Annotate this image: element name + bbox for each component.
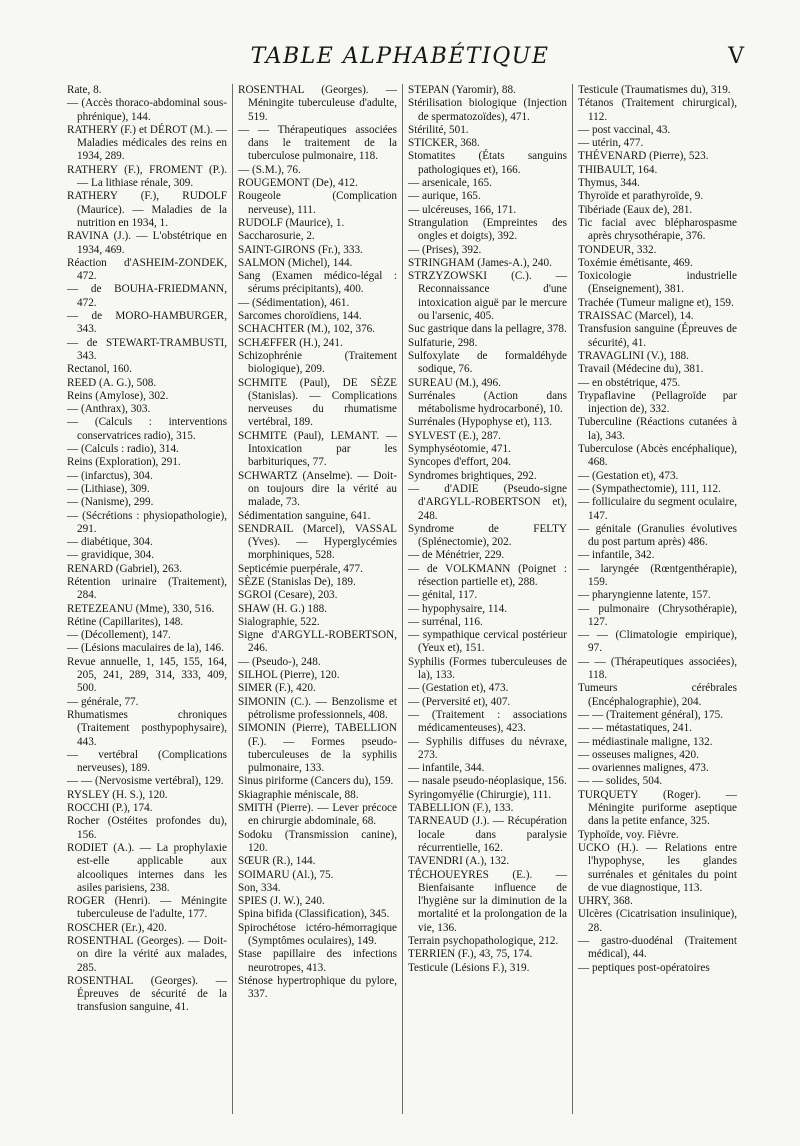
index-entry: — vertébral (Complications nerveuses), 189. bbox=[67, 748, 227, 775]
index-entry: SILHOL (Pierre), 120. bbox=[238, 669, 340, 682]
index-entry: Spina bifida (Classification), 345. bbox=[238, 908, 390, 921]
index-entry: — (Traitement : associations médicamenteuses), 423. bbox=[408, 708, 567, 735]
index-entry: — (Gestation et), 473. bbox=[578, 469, 679, 482]
index-entry: ROSENTHAL (Georges). — Épreuves de sécurité de la transfusion sanguine, 41. bbox=[67, 974, 227, 1014]
index-entry: Testicule (Lésions F.), 319. bbox=[408, 961, 530, 974]
index-entry: Toxémie émétisante, 469. bbox=[578, 256, 693, 269]
index-entry: Sinus piriforme (Cancers du), 159. bbox=[238, 775, 394, 788]
index-entry: Stomatites (États sanguins pathologiques et), 166. bbox=[408, 150, 567, 176]
index-entry: Stérilité, 501. bbox=[408, 123, 469, 136]
index-entry: STICKER, 368. bbox=[408, 137, 480, 150]
index-entry: SCHACHTER (M.), 102, 376. bbox=[238, 323, 376, 336]
index-entry: — sympathique cervical postérieur (Yeux et), 151. bbox=[408, 629, 567, 655]
index-entry: Tic facial avec blépharospasme après chrysothérapie, 376. bbox=[578, 216, 737, 243]
index-entry: — (Lithiase), 309. bbox=[67, 482, 150, 495]
index-entry: RENARD (Gabriel), 263. bbox=[67, 562, 182, 575]
index-columns bbox=[62, 84, 742, 1114]
index-entry: — ovariennes malignes, 473. bbox=[578, 762, 709, 775]
index-entry: — (S.M.), 76. bbox=[238, 163, 301, 176]
index-entry: Sialographie, 522. bbox=[238, 615, 320, 628]
index-entry: Ulcères (Cicatrisation insulinique), 28. bbox=[578, 908, 737, 934]
index-entry: — gastro-duodénal (Traitement médical), 44. bbox=[578, 935, 737, 961]
index-entry: Syringomyélie (Chirurgie), 111. bbox=[408, 788, 552, 801]
index-entry: — diabétique, 304. bbox=[67, 536, 153, 549]
index-entry: — de VOLKMANN (Poignet : résection partielle et), 288. bbox=[408, 562, 567, 588]
index-entry: — hypophysaire, 114. bbox=[408, 602, 508, 615]
index-entry: Reins (Exploration), 291. bbox=[67, 456, 181, 469]
index-entry: — (Accès thoraco-abdominal sous-phrénique), 144. bbox=[67, 97, 227, 123]
index-entry: Rectanol, 160. bbox=[67, 363, 132, 376]
index-entry: — — (Traitement général), 175. bbox=[578, 708, 723, 721]
index-entry: — (Anthrax), 303. bbox=[67, 403, 151, 416]
page-header bbox=[56, 44, 744, 80]
index-entry: RATHERY (F.), RUDOLF (Maurice). — Maladies de la nutrition en 1934, 1. bbox=[67, 190, 227, 229]
index-entry: — — (Nervosisme vertébral), 129. bbox=[67, 775, 224, 788]
index-entry: — de Ménétrier, 229. bbox=[408, 549, 505, 562]
index-entry: Tumeurs cérébrales (Encéphalographie), 204. bbox=[578, 682, 737, 708]
index-entry: SENDRAIL (Marcel), VASSAL (Yves). — Hyperglycémies morphiniques, 528. bbox=[238, 522, 397, 562]
index-entry: Thyroïde et parathyroïde, 9. bbox=[578, 190, 704, 203]
page-title: TABLE ALPHABÉTIQUE bbox=[250, 44, 550, 69]
index-entry: — — (Thérapeutiques associées), 118. bbox=[578, 655, 737, 682]
index-entry: Stase papillaire des infections neurotropes, 413. bbox=[238, 948, 397, 974]
index-entry: — ulcéreuses, 166, 171. bbox=[408, 203, 517, 216]
index-entry: — de BOUHA-FRIEDMANN, 472. bbox=[67, 283, 227, 309]
index-entry: Sarcomes choroïdiens, 144. bbox=[238, 310, 362, 323]
index-entry: — médiastinale maligne, 132. bbox=[578, 735, 713, 748]
index-entry: — (Lésions maculaires de la), 146. bbox=[67, 642, 224, 655]
index-entry: SCHMITE (Paul), LEMANT. — Intoxication par les barbituriques, 77. bbox=[238, 429, 397, 469]
index-entry: REED (A. G.), 508. bbox=[67, 376, 157, 389]
index-entry: Typhoïde, voy. Fièvre. bbox=[578, 828, 679, 841]
index-entry: Thymus, 344. bbox=[578, 177, 640, 190]
index-entry: RYSLEY (H. S.), 120. bbox=[67, 788, 168, 801]
index-entry: Revue annuelle, 1, 145, 155, 164, 205, 241, 289, 314, 333, 409, 500. bbox=[67, 655, 227, 695]
index-entry: Travail (Médecine du), 381. bbox=[578, 363, 704, 376]
index-entry: RETEZEANU (Mme), 330, 516. bbox=[67, 602, 215, 615]
index-entry: Sédimentation sanguine, 641. bbox=[238, 509, 371, 522]
index-entry: — (infarctus), 304. bbox=[67, 469, 153, 482]
index-entry: — surrénal, 116. bbox=[408, 615, 483, 628]
index-entry: SCHWARTZ (Anselme). — Doit-on toujours dire la vérité au malade, 73. bbox=[238, 469, 397, 509]
index-entry: Transfusion sanguine (Épreuves de sécurité), 41. bbox=[578, 323, 737, 349]
index-entry: THÉVENARD (Pierre), 523. bbox=[578, 150, 709, 163]
index-entry: Septicémie puerpérale, 477. bbox=[238, 562, 363, 575]
index-entry: — (Perversité et), 407. bbox=[408, 695, 511, 708]
index-entry: — (Sécrétions : physiopathologie), 291. bbox=[67, 509, 227, 535]
index-entry: ROSENTHAL (Georges). — Doit-on dire la vérité aux malades, 285. bbox=[67, 935, 227, 974]
index-entry: RUDOLF (Maurice), 1. bbox=[238, 216, 345, 229]
index-entry: — pharyngienne latente, 157. bbox=[578, 589, 711, 602]
index-entry: — osseuses malignes, 420. bbox=[578, 748, 699, 761]
index-entry: Saccharosurie, 2. bbox=[238, 230, 315, 243]
index-entry: Reins (Amylose), 302. bbox=[67, 389, 169, 402]
index-entry: SCHMITE (Paul), DE SÈZE (Stanislas). — Complications nerveuses du rhumatisme vertébral, 189. bbox=[238, 376, 397, 429]
index-entry: — (Sympathectomie), 111, 112. bbox=[578, 482, 721, 495]
index-column-2 bbox=[232, 84, 402, 1114]
index-entry: — — (Climatologie empirique), 97. bbox=[578, 629, 737, 655]
index-entry: — (Calculs : radio), 314. bbox=[67, 443, 179, 456]
index-entry: Sodoku (Transmission canine), 120. bbox=[238, 828, 397, 854]
index-entry: STRINGHAM (James-A.), 240. bbox=[408, 256, 552, 269]
index-entry: — (Décollement), 147. bbox=[67, 629, 171, 642]
index-entry: — de MORO-HAMBURGER, 343. bbox=[67, 310, 227, 336]
index-entry: SCHÆFFER (H.), 241. bbox=[238, 336, 343, 349]
index-entry: SIMER (F.), 420. bbox=[238, 682, 316, 695]
index-entry: — (Pseudo-), 248. bbox=[238, 655, 321, 668]
index-entry: SYLVEST (E.), 287. bbox=[408, 429, 501, 442]
index-entry: Trachée (Tumeur maligne et), 159. bbox=[578, 296, 734, 309]
index-entry: Rocher (Ostéites profondes du), 156. bbox=[67, 815, 227, 841]
index-entry: — utérin, 477. bbox=[578, 137, 644, 150]
index-entry: Symphyséotomie, 471. bbox=[408, 443, 511, 456]
index-entry: Strangulation (Empreintes des ongles et doigts), 392. bbox=[408, 216, 567, 243]
index-entry: Rougeole (Complication nerveuse), 111. bbox=[238, 190, 397, 216]
index-entry: — aurique, 165. bbox=[408, 190, 481, 203]
index-entry: Syphilis (Formes tuberculeuses de la), 133. bbox=[408, 655, 567, 682]
index-entry: Réaction d'ASHEIM-ZONDEK, 472. bbox=[67, 256, 227, 283]
index-entry: TONDEUR, 332. bbox=[578, 243, 657, 256]
index-entry: RODIET (A.). — La prophylaxie est-elle applicable aux alcooliques internes dans les asiles parisiens, 238. bbox=[67, 841, 227, 894]
index-entry: — — métastatiques, 241. bbox=[578, 722, 693, 735]
index-entry: SIMONIN (Pierre), TABELLION (F.). — Formes pseudo-tuberculeuses de la syphilis pulmonaire, 133. bbox=[238, 722, 397, 775]
index-entry: — Syphilis diffuses du névraxe, 273. bbox=[408, 735, 567, 761]
index-entry: — en obstétrique, 475. bbox=[578, 376, 681, 389]
index-entry: SIMONIN (C.). — Benzolisme et pétrolisme professionnels, 408. bbox=[238, 695, 397, 721]
index-entry: TABELLION (F.), 133. bbox=[408, 802, 514, 815]
index-entry: Toxicologie industrielle (Enseignement), 381. bbox=[578, 270, 737, 296]
index-entry: Tuberculose (Abcès encéphalique), 468. bbox=[578, 443, 737, 469]
index-entry: SALMON (Michel), 144. bbox=[238, 256, 353, 269]
index-entry: — — solides, 504. bbox=[578, 775, 663, 788]
index-entry: Stérilisation biologique (Injection de spermatozoïdes), 471. bbox=[408, 97, 567, 123]
index-entry: Schizophrénie (Traitement biologique), 209. bbox=[238, 349, 397, 376]
index-entry: — (Prises), 392. bbox=[408, 243, 482, 256]
index-entry: Suc gastrique dans la pellagre, 378. bbox=[408, 323, 567, 336]
index-entry: Sang (Examen médico-légal : sérums précipitants), 400. bbox=[238, 270, 397, 296]
index-entry: THIBAULT, 164. bbox=[578, 163, 658, 176]
index-entry: Syndrome de FELTY (Splénectomie), 202. bbox=[408, 522, 567, 549]
index-entry: — laryngée (Rœntgenthérapie), 159. bbox=[578, 562, 737, 588]
index-entry: — (Calculs : interventions conservatrices radio), 315. bbox=[67, 416, 227, 442]
index-entry: — générale, 77. bbox=[67, 695, 139, 708]
index-entry: — arsenicale, 165. bbox=[408, 177, 492, 190]
index-entry: — infantile, 344. bbox=[408, 762, 485, 775]
index-entry: — génital, 117. bbox=[408, 589, 478, 602]
index-entry: — génitale (Granulies évolutives du post partum après) 486. bbox=[578, 522, 737, 549]
index-entry: RATHERY (F.) et DÉROT (M.). — Maladies médicales des reins en 1934, 289. bbox=[67, 123, 227, 163]
index-entry: — (Gestation et), 473. bbox=[408, 682, 509, 695]
index-entry: — gravidique, 304. bbox=[67, 549, 154, 562]
index-entry: — de STEWART-TRAMBUSTI, 343. bbox=[67, 336, 227, 362]
index-entry: SAINT-GIRONS (Fr.), 333. bbox=[238, 243, 363, 256]
index-entry: Syncopes d'effort, 204. bbox=[408, 456, 512, 469]
index-entry: — folliculaire du segment oculaire, 147. bbox=[578, 496, 737, 522]
index-entry: Rétine (Capillarites), 148. bbox=[67, 615, 184, 628]
index-column-1 bbox=[62, 84, 232, 1114]
index-entry: ROSENTHAL (Georges). — Méningite tuberculeuse d'adulte, 519. bbox=[238, 84, 397, 123]
index-entry: — nasale pseudo-néoplasique, 156. bbox=[408, 775, 567, 788]
index-entry: Syndromes brightiques, 292. bbox=[408, 469, 537, 482]
index-entry: SÈZE (Stanislas De), 189. bbox=[238, 575, 356, 588]
index-entry: Tétanos (Traitement chirurgical), 112. bbox=[578, 97, 737, 123]
index-entry: — infantile, 342. bbox=[578, 549, 655, 562]
index-entry: TURQUETY (Roger). — Méningite puriforme aseptique dans la petite enfance, 325. bbox=[578, 788, 737, 828]
index-entry: SPIES (J. W.), 240. bbox=[238, 895, 325, 908]
index-entry: SGROI (Cesare), 203. bbox=[238, 589, 338, 602]
index-entry: RAVINA (J.). — L'obstétrique en 1934, 469. bbox=[67, 230, 227, 256]
index-entry: TRAISSAC (Marcel), 14. bbox=[578, 310, 694, 323]
index-entry: STEPAN (Yaromir), 88. bbox=[408, 84, 516, 96]
page-number: V bbox=[728, 44, 744, 69]
index-entry: SMITH (Pierre). — Lever précoce en chirurgie abdominale, 68. bbox=[238, 802, 397, 828]
index-entry: — (Sédimentation), 461. bbox=[238, 296, 350, 309]
index-entry: Signe d'ARGYLL-ROBERTSON, 246. bbox=[238, 629, 397, 655]
index-entry: ROCCHI (P.), 174. bbox=[67, 802, 153, 815]
index-entry: TRAVAGLINI (V.), 188. bbox=[578, 349, 689, 362]
index-entry: — post vaccinal, 43. bbox=[578, 123, 671, 136]
index-entry: Tuberculine (Réactions cutanées à la), 343. bbox=[578, 416, 737, 442]
index-entry: Surrénales (Action dans métabolisme hydrocarboné), 10. bbox=[408, 389, 567, 416]
index-entry: UCKO (H.). — Relations entre l'hypophyse, les glandes surrénales et génitales du point de vue diagnostique, 113. bbox=[578, 841, 737, 894]
index-entry: ROSCHER (Er.), 420. bbox=[67, 921, 167, 934]
index-entry: Sulfoxylate de formaldéhyde sodique, 76. bbox=[408, 349, 567, 376]
index-entry: SUREAU (M.), 496. bbox=[408, 376, 501, 389]
index-entry: Testicule (Traumatismes du), 319. bbox=[578, 84, 731, 96]
index-column-3 bbox=[402, 84, 572, 1114]
index-entry: Tibériade (Eaux de), 281. bbox=[578, 203, 693, 216]
index-entry: TARNEAUD (J.). — Récupération locale dans paralysie récurrentielle, 162. bbox=[408, 815, 567, 854]
index-entry: SOIMARU (Al.), 75. bbox=[238, 868, 334, 881]
index-column-4 bbox=[572, 84, 742, 1114]
index-entry: Sulfaturie, 298. bbox=[408, 336, 478, 349]
index-entry: — peptiques post-opératoires bbox=[578, 961, 710, 974]
index-entry: Surrénales (Hypophyse et), 113. bbox=[408, 416, 553, 429]
index-entry: Sténose hypertrophique du pylore, 337. bbox=[238, 974, 397, 1001]
index-entry: Skiagraphie méniscale, 88. bbox=[238, 788, 359, 801]
index-entry: Terrain psychopathologique, 212. bbox=[408, 935, 559, 947]
index-entry: Trypaflavine (Pellagroïde par injection de), 332. bbox=[578, 389, 737, 416]
index-entry: TERRIEN (F.), 43, 75, 174. bbox=[408, 948, 533, 961]
index-entry: Spirochétose ictéro-hémorragique (Symptômes oculaires), 149. bbox=[238, 921, 397, 947]
index-entry: ROUGEMONT (De), 412. bbox=[238, 177, 358, 190]
index-entry: SŒUR (R.), 144. bbox=[238, 855, 316, 868]
index-entry: ROGER (Henri). — Méningite tuberculeuse de l'adulte, 177. bbox=[67, 895, 227, 921]
index-entry: TAVENDRI (A.), 132. bbox=[408, 855, 510, 868]
index-entry: UHRY, 368. bbox=[578, 895, 633, 908]
index-entry: SHAW (H. G.) 188. bbox=[238, 602, 328, 615]
index-entry: Son, 334. bbox=[238, 881, 281, 894]
index-entry: Rétention urinaire (Traitement), 284. bbox=[67, 575, 227, 602]
index-entry: Rhumatismes chroniques (Traitement posthypophysaire), 443. bbox=[67, 708, 227, 748]
index-entry: STRZYZOWSKI (C.). — Reconnaissance d'une intoxication aiguë par le mercure ou l'arsenic, 405. bbox=[408, 270, 567, 323]
index-entry: TÉCHOUEYRES (E.). — Bienfaisante influence de l'hygiène sur la diminution de la mortalité et la prolongation de la vie, 136. bbox=[408, 868, 567, 934]
index-entry: — pulmonaire (Chrysothérapie), 127. bbox=[578, 602, 737, 628]
index-entry: — d'ADIE (Pseudo-signe d'ARGYLL-ROBERTSON et), 248. bbox=[408, 482, 567, 522]
index-entry: — — Thérapeutiques associées dans le traitement de la tuberculose pulmonaire, 118. bbox=[238, 123, 397, 163]
index-entry: Rate, 8. bbox=[67, 84, 102, 96]
index-entry: RATHERY (F.), FROMENT (P.). — La lithiase rénale, 309. bbox=[67, 163, 227, 190]
index-entry: — (Nanisme), 299. bbox=[67, 496, 154, 509]
